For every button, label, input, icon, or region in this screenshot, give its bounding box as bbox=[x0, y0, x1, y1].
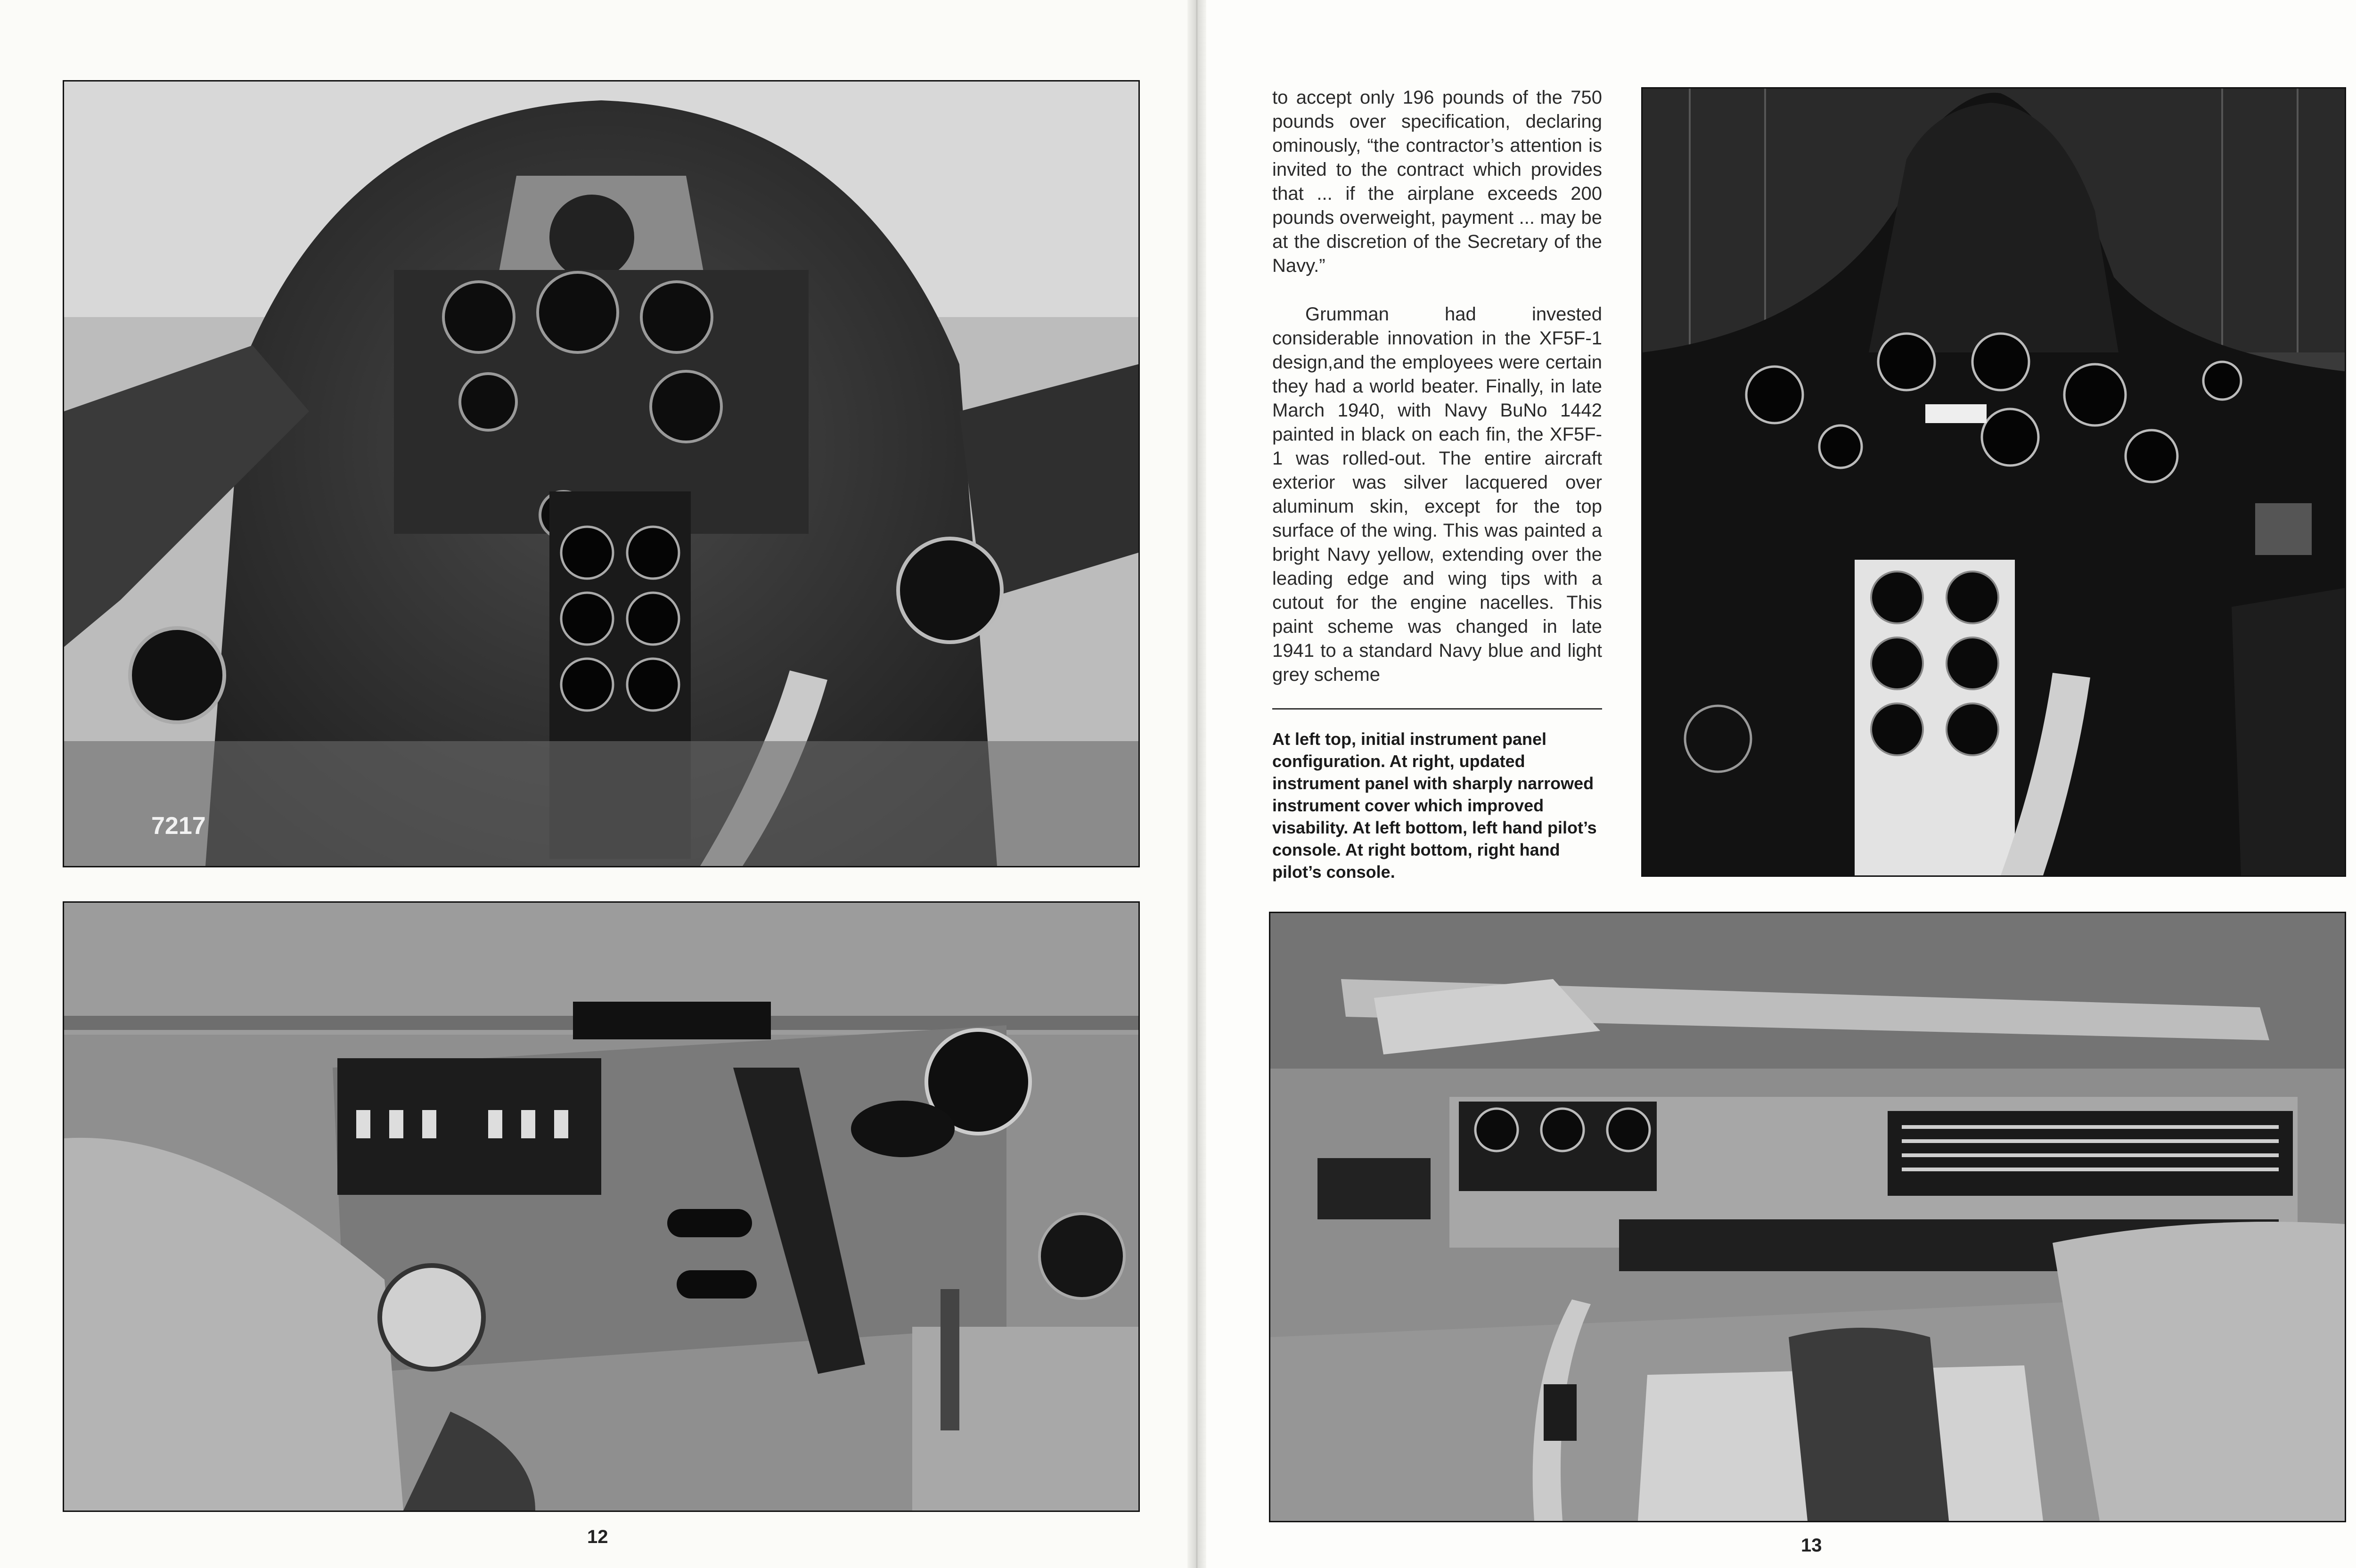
photo-updated-instrument-panel bbox=[1641, 87, 2346, 877]
cockpit-photo-left-top bbox=[64, 82, 1138, 866]
photo-right-console bbox=[1269, 912, 2346, 1522]
book-gutter bbox=[1187, 0, 1206, 1568]
caption-divider bbox=[1272, 708, 1602, 710]
photo-number: 7217 bbox=[151, 812, 206, 840]
body-text bbox=[1272, 86, 1602, 687]
console-photo-left-bottom bbox=[64, 903, 1138, 1511]
photo-left-console bbox=[63, 901, 1140, 1512]
page-number-right: 13 bbox=[1801, 1535, 1822, 1556]
console-photo-right-bottom bbox=[1270, 913, 2345, 1521]
cockpit-photo-right-top bbox=[1643, 89, 2345, 875]
photo-caption: At left top, initial instrument panel configuration. At right, updated instrument panel with sharply narrowed instrument cover which improved visability. At left bottom, left hand pilot’s console. At right bottom, right hand pilot’s console. bbox=[1272, 729, 1597, 882]
photo-initial-instrument-panel bbox=[63, 80, 1140, 867]
page-number-left: 12 bbox=[587, 1527, 608, 1547]
body-paragraph: Grumman had invested considerable innovation in the XF5F-1 design,and the employees were certain they had a world beater. Finally, in late March 1940, with Navy BuNo 1442 painted in black on each fin, the XF5F-1 was rolled-out. The entire aircraft exterior was silver lacquered over aluminum skin, except for the top surface of the wing. This was painted a bright Navy yellow, extending over the leading edge and wing tips with a cutout for the engine nacelles. This paint scheme was changed in late 1941 to a standard Navy blue and light grey scheme bbox=[1272, 304, 1602, 685]
body-paragraph: to accept only 196 pounds of the 750 pounds over specification, declaring ominously, “the contractor’s attention is invited to the contract which provides that ... if the airplane exceeds 200 pounds overweight, payment ... may be at the discretion of the Secretary of the Navy.” bbox=[1272, 87, 1602, 276]
